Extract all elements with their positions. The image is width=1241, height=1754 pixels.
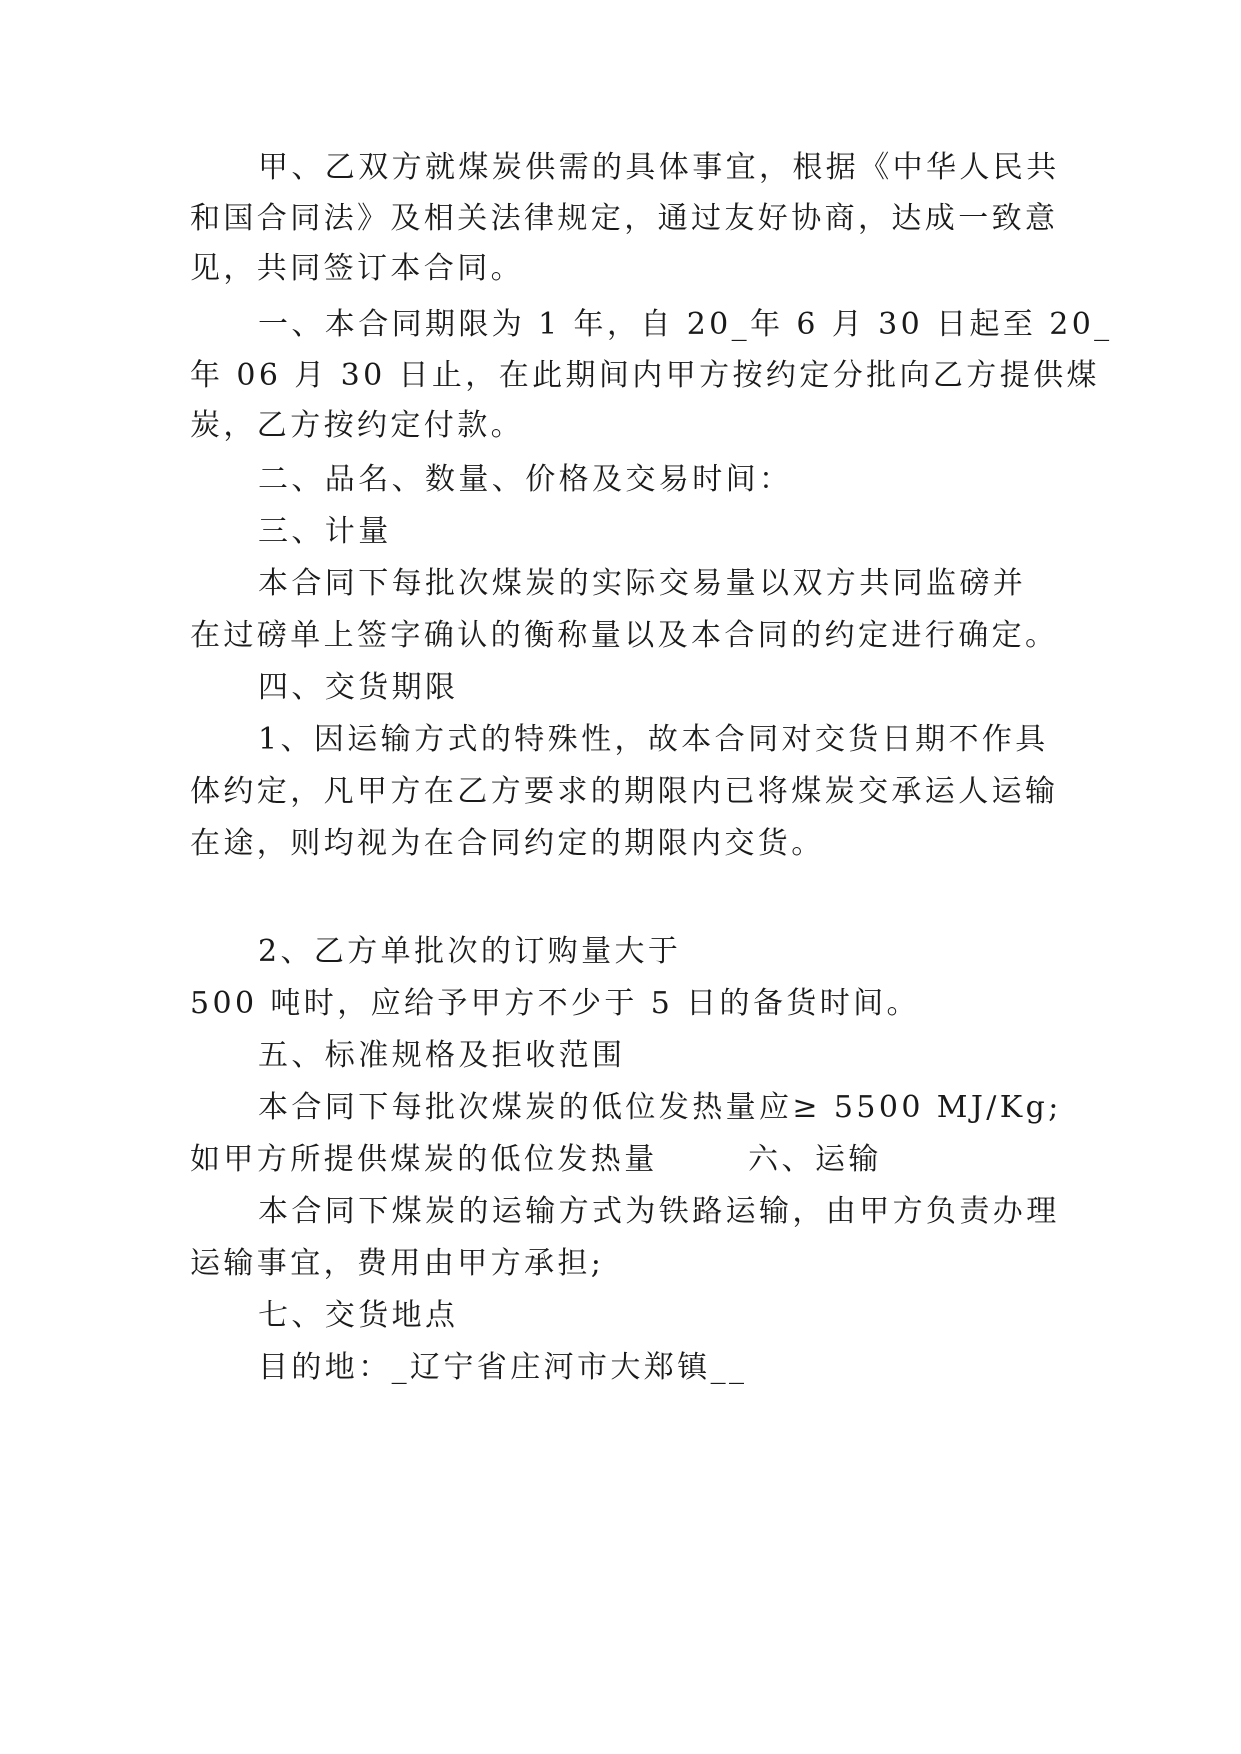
section-heading-1: 一、本合同期限为 1 年，自 20_年 6 月 30 日起至 20_ bbox=[258, 307, 1113, 342]
paragraph-line: 500 吨时，应给予甲方不少于 5 日的备货时间。 bbox=[190, 986, 920, 1021]
paragraph-line: 1、因运输方式的特殊性，故本合同对交货日期不作具 bbox=[258, 722, 1049, 757]
section-heading-5: 五、标准规格及拒收范围 bbox=[258, 1038, 626, 1073]
paragraph-line: 本合同下煤炭的运输方式为铁路运输，由甲方负责办理 bbox=[258, 1194, 1060, 1229]
paragraph-line: 和国合同法》及相关法律规定，通过友好协商，达成一致意 bbox=[190, 201, 1059, 236]
section-heading-4: 四、交货期限 bbox=[258, 670, 459, 705]
paragraph-line: 本合同下每批次煤炭的低位发热量应≥ 5500 MJ/Kg; bbox=[258, 1090, 1062, 1125]
paragraph-line: 本合同下每批次煤炭的实际交易量以双方共同监磅并 bbox=[258, 566, 1027, 601]
paragraph-line: 2、乙方单批次的订购量大于 bbox=[258, 934, 682, 969]
section-heading-2: 二、品名、数量、价格及交易时间： bbox=[258, 462, 793, 497]
section-heading-7: 七、交货地点 bbox=[258, 1298, 459, 1333]
section-heading-3: 三、计量 bbox=[258, 514, 392, 549]
destination-line: 目的地：_辽宁省庄河市大郑镇__ bbox=[258, 1350, 748, 1385]
paragraph-line: 炭，乙方按约定付款。 bbox=[190, 408, 524, 443]
paragraph-line: 年 06 月 30 日止，在此期间内甲方按约定分批向乙方提供煤 bbox=[190, 358, 1100, 393]
paragraph-line: 在过磅单上签字确认的衡称量以及本合同的约定进行确定。 bbox=[190, 618, 1059, 653]
paragraph-line: 见，共同签订本合同。 bbox=[190, 251, 524, 286]
paragraph-line: 体约定，凡甲方在乙方要求的期限内已将煤炭交承运人运输 bbox=[190, 774, 1059, 809]
paragraph-line: 甲、乙双方就煤炭供需的具体事宜，根据《中华人民共 bbox=[258, 150, 1060, 185]
paragraph-line: 在途，则均视为在合同约定的期限内交货。 bbox=[190, 826, 825, 861]
paragraph-line: 如甲方所提供煤炭的低位发热量 六、运输 bbox=[190, 1142, 882, 1177]
paragraph-line: 运输事宜，费用由甲方承担; bbox=[190, 1246, 605, 1281]
